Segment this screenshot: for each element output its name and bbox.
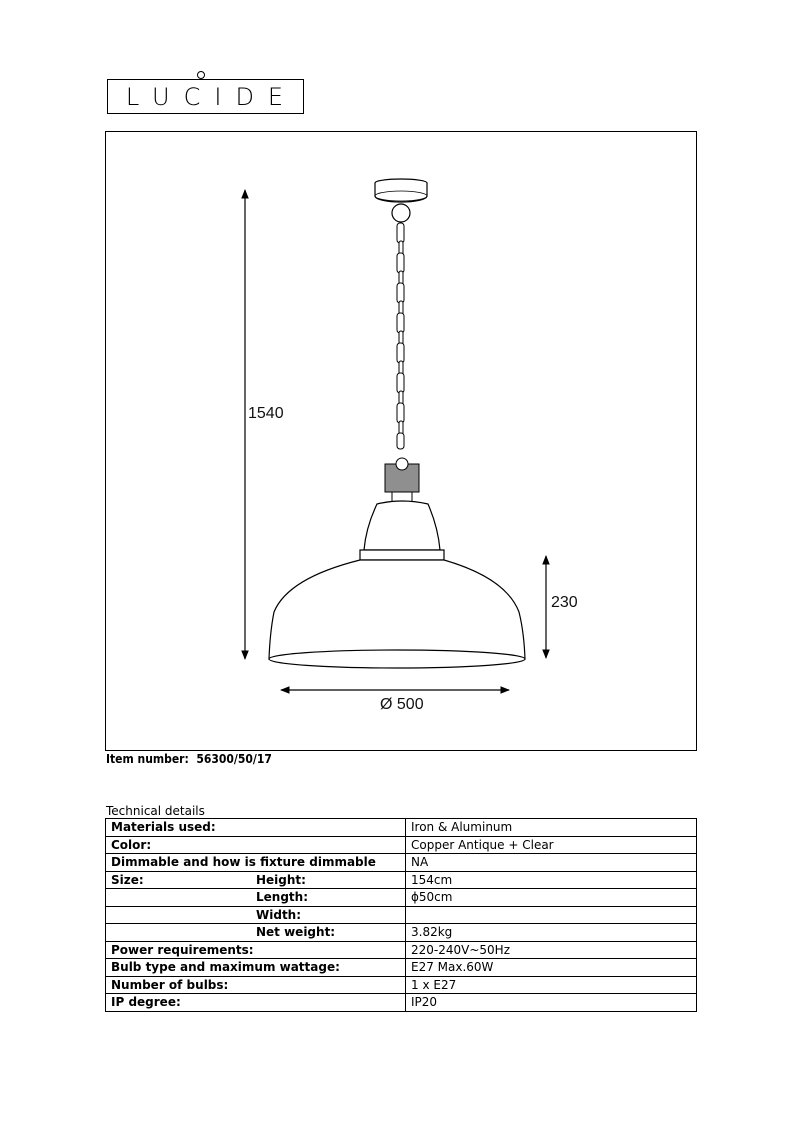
spec-label: Bulb type and maximum wattage: xyxy=(111,960,340,975)
spec-value: 3.82kg xyxy=(406,924,697,942)
ceiling-canopy xyxy=(375,179,427,222)
spec-value: IP20 xyxy=(406,994,697,1012)
table-row xyxy=(106,976,697,994)
table-row xyxy=(106,854,697,872)
table-row xyxy=(106,941,697,959)
spec-sublabel: Width: xyxy=(256,907,302,922)
spec-sublabel: Net weight: xyxy=(256,925,336,939)
spec-sublabel: Length: xyxy=(256,890,308,904)
table-row xyxy=(106,906,697,924)
spec-label: Power requirements: xyxy=(111,942,254,957)
spec-sublabel: Height: xyxy=(256,872,306,887)
spec-label: Materials used: xyxy=(111,820,216,835)
height-label: 1540 xyxy=(248,405,284,422)
spec-label-cell xyxy=(106,959,406,977)
table-row xyxy=(106,871,697,889)
spec-label-cell xyxy=(106,819,406,837)
spec-label-cell xyxy=(106,871,406,889)
table-row xyxy=(106,994,697,1012)
spec-label: Dimmable and how is fixture dimmable xyxy=(111,855,376,870)
shade-top xyxy=(360,501,444,560)
spec-label: Number of bulbs: xyxy=(111,977,229,992)
item-number-label: Item number: xyxy=(106,752,189,766)
spec-label: Size: xyxy=(111,872,144,887)
spec-value: 1 x E27 xyxy=(406,976,697,994)
spec-label: Color: xyxy=(111,837,152,852)
spec-value: NA xyxy=(406,854,697,872)
spec-label-cell xyxy=(106,941,406,959)
table-row xyxy=(106,924,697,942)
connector-block xyxy=(385,458,419,504)
spec-value: Copper Antique + Clear xyxy=(406,836,697,854)
spec-label: IP degree: xyxy=(111,995,181,1010)
table-row xyxy=(106,836,697,854)
spec-value: 154cm xyxy=(406,871,697,889)
item-number xyxy=(106,752,272,766)
table-row xyxy=(106,959,697,977)
shade-height-label: 230 xyxy=(551,594,578,611)
item-number-value: 56300/50/17 xyxy=(196,752,272,766)
brand-logo xyxy=(107,79,304,114)
spec-value xyxy=(406,906,697,924)
spec-label-cell xyxy=(106,854,406,872)
technical-details-table xyxy=(105,818,697,1012)
spec-value: E27 Max.60W xyxy=(406,959,697,977)
spec-label-cell xyxy=(106,924,406,942)
table-row xyxy=(106,889,697,907)
lamp-shade xyxy=(269,560,525,668)
spec-label-cell xyxy=(106,836,406,854)
chain xyxy=(397,223,404,449)
diameter-label: Ø 500 xyxy=(380,696,424,713)
technical-details-title: Technical details xyxy=(106,804,205,818)
technical-drawing xyxy=(105,131,697,751)
spec-label-cell xyxy=(106,976,406,994)
logo-text: LUCIDE xyxy=(125,83,298,111)
logo-dot-icon xyxy=(197,71,205,79)
spec-label-cell xyxy=(106,889,406,907)
spec-value: ϕ50cm xyxy=(406,889,697,907)
table-row xyxy=(106,819,697,837)
pendant-lamp-drawing xyxy=(106,132,698,752)
spec-label-cell xyxy=(106,906,406,924)
spec-label-cell xyxy=(106,994,406,1012)
spec-value: 220-240V~50Hz xyxy=(406,941,697,959)
spec-value: Iron & Aluminum xyxy=(406,819,697,837)
